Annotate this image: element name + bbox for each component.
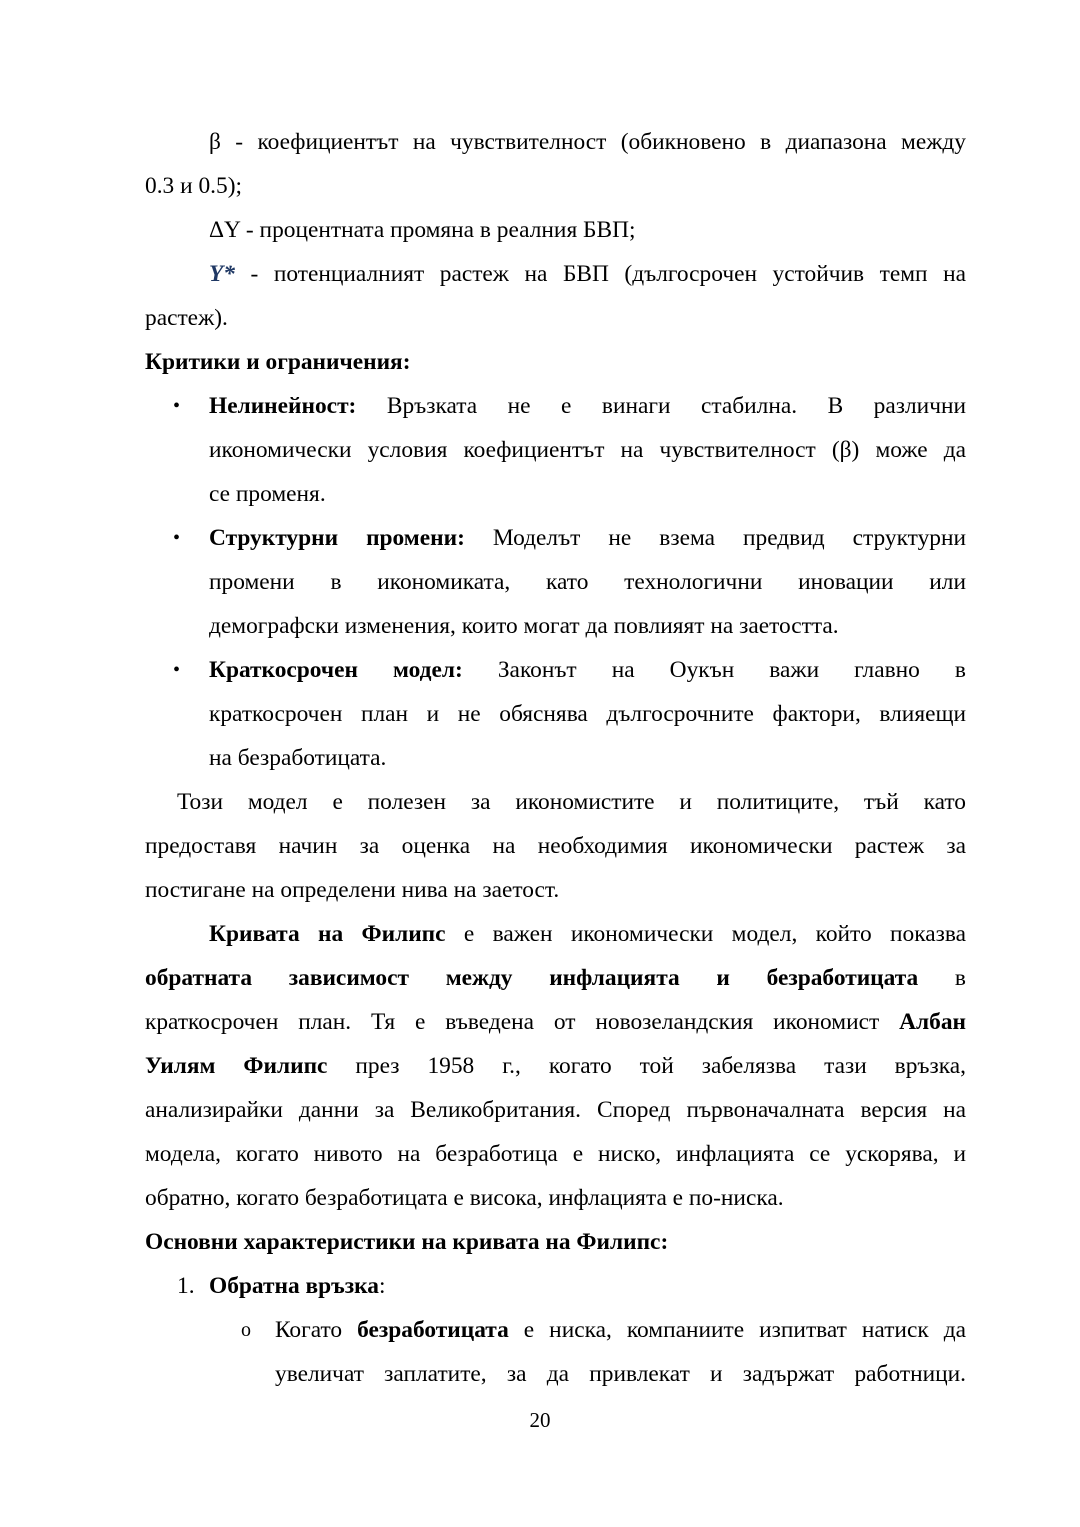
critique-3-text: Законът на Оукън важи главно в bbox=[462, 657, 966, 683]
feature-1-term: Обратна връзка bbox=[209, 1273, 379, 1299]
bullet-icon: • bbox=[173, 527, 181, 549]
bullet-icon: • bbox=[173, 659, 181, 681]
critique-item-short-term bbox=[145, 648, 966, 780]
features-heading-text: Основни характеристики на кривата на Филипс: bbox=[145, 1229, 669, 1255]
phillips-line-7: обратно, когато безработицата е висока, инфлацията е по-ниска. bbox=[145, 1185, 784, 1211]
critique-2-line-2: промени в икономиката, като технологични иновации или bbox=[209, 569, 966, 595]
features-heading bbox=[145, 1220, 966, 1264]
summary-line-3: постигане на определени нива на заетост. bbox=[145, 877, 560, 903]
ystar-definition-line-2: растеж). bbox=[145, 305, 228, 331]
phillips-line-1 bbox=[145, 912, 966, 956]
critique-2-line-3: демографски изменения, които могат да повлияят на заетостта. bbox=[209, 613, 839, 639]
critique-1-term: Нелинейност: bbox=[209, 393, 357, 419]
sub-item-line-1 bbox=[145, 1308, 966, 1352]
page-content bbox=[145, 120, 966, 1396]
critique-item-nonlinearity bbox=[145, 384, 966, 516]
ystar-definition-line-1 bbox=[145, 252, 966, 296]
economist-name: Уилям Филипс bbox=[145, 1053, 328, 1079]
critique-3-term: Краткосрочен модел: bbox=[209, 657, 463, 683]
critique-2-text: Моделът не взема предвид структурни bbox=[464, 525, 966, 551]
list-number: 1. bbox=[177, 1273, 195, 1299]
critique-2-term: Структурни промени: bbox=[209, 525, 465, 551]
feature-1-colon: : bbox=[379, 1273, 386, 1299]
phillips-line-4 bbox=[145, 1044, 966, 1088]
sub-item-text: е ниска, компаниите изпитват натиск да bbox=[508, 1317, 966, 1343]
summary-line-1: Този модел е полезен за икономистите и политиците, тъй като bbox=[177, 789, 966, 815]
critique-3-line-1 bbox=[145, 648, 966, 692]
unemployment-term: безработицата bbox=[357, 1317, 509, 1343]
ystar-definition-text: - потенциалният растеж на БВП (дългосрочен устойчив темп на bbox=[234, 261, 966, 287]
ystar-symbol: Y* bbox=[209, 261, 235, 287]
inverse-relation-term: обратната зависимост между инфлацията и безработицата bbox=[145, 965, 919, 991]
phillips-line-5: анализирайки данни за Великобритания. Според първоначалната версия на bbox=[145, 1097, 966, 1123]
phillips-line-3 bbox=[145, 1000, 966, 1044]
phillips-line-1-text: е важен икономически модел, който показва bbox=[445, 921, 966, 947]
delta-y-definition: ΔY - процентната промяна в реалния БВП; bbox=[209, 217, 636, 243]
summary-line-2: предоставя начин за оценка на необходимия икономически растеж за bbox=[145, 833, 966, 859]
circle-bullet-icon: o bbox=[241, 1319, 251, 1341]
phillips-line-3-text: краткосрочен план. Тя е въведена от новозеландския икономист bbox=[145, 1009, 900, 1035]
economist-first-name: Албан bbox=[899, 1009, 966, 1035]
phillips-term: Кривата на Филипс bbox=[209, 921, 446, 947]
phillips-line-6: модела, когато нивото на безработица е ниско, инфлацията се ускорява, и bbox=[145, 1141, 966, 1167]
critique-3-line-2: краткосрочен план и не обяснява дългосрочните фактори, влияещи bbox=[209, 701, 966, 727]
feature-1 bbox=[145, 1264, 966, 1308]
feature-1-subitem bbox=[145, 1308, 966, 1396]
critiques-heading-text: Критики и ограничения: bbox=[145, 349, 411, 375]
critique-1-line-3: се променя. bbox=[209, 481, 326, 507]
beta-definition-line-1: β - коефициентът на чувствителност (обикновено в диапазона между bbox=[209, 129, 966, 155]
critique-item-structural bbox=[145, 516, 966, 648]
critique-1-line-2: икономически условия коефициентът на чувствителност (β) може да bbox=[209, 437, 966, 463]
critique-1-text: Връзката не е винаги стабилна. В различни bbox=[356, 393, 966, 419]
critique-1-line-1 bbox=[145, 384, 966, 428]
sub-item-pre: Когато bbox=[275, 1317, 358, 1343]
phillips-line-2 bbox=[145, 956, 966, 1000]
page-number: 20 bbox=[529, 1408, 551, 1432]
bullet-icon: • bbox=[173, 395, 181, 417]
critiques-heading bbox=[145, 340, 966, 384]
critique-2-line-1 bbox=[145, 516, 966, 560]
critique-3-line-3: на безработицата. bbox=[209, 745, 387, 771]
phillips-line-4-text: през 1958 г., когато той забелязва тази връзка, bbox=[327, 1053, 966, 1079]
sub-item-line-2: увеличат заплатите, за да привлекат и задържат работници. bbox=[275, 1361, 966, 1387]
phillips-line-2-text: в bbox=[918, 965, 966, 991]
beta-definition-line-2: 0.3 и 0.5); bbox=[145, 173, 242, 199]
